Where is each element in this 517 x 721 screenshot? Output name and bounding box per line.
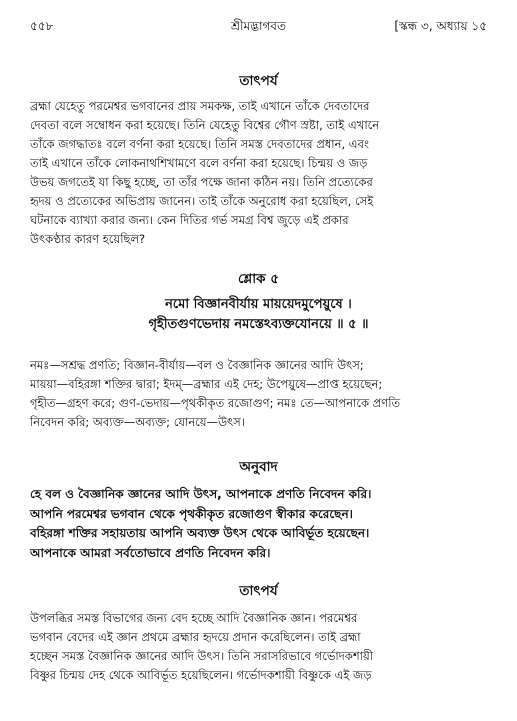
purport-heading: তাৎপর্য (239, 73, 278, 89)
text-line: তাই এখানে তাঁকে লোকনাথশিখামণে বলে বর্ণনা করা হয়েছে। চিন্ময় ও জড় (30, 156, 368, 170)
text-line: তাঁকে জগদ্ধাতঃ বলে বর্ণনা করা হয়েছে। তিনি সমস্ত দেবতাদের প্রধান, এবং (30, 137, 369, 151)
verse-text (30, 295, 487, 335)
text-line: গৃহীত—গ্রহণ করে; গুণ-ভেদায়—পৃথকীকৃত রজোগুণ; নমঃ তে—আপনাকে প্রণতি (30, 396, 401, 410)
text-line: ভগবান বেদের এই জ্ঞান প্রথমে ব্রহ্মার হৃদয়ে প্রদান করেছিলেন। তাই ব্রহ্মা (30, 630, 361, 644)
translation-section (30, 456, 487, 563)
page-header (30, 18, 487, 38)
text-line: নিবেদন করি; অব্যক্ত—অব্যক্ত; যোনয়ে—উৎস। (30, 415, 245, 429)
text-line: ব্রহ্মা যেহেতু পরমেশ্বর ভগবানের প্রায় সমকক্ষ, তাই এখানে তাঁকে দেবতাদের (30, 99, 370, 113)
text-line: ঘটনাকে ব্যাখ্যা করার জন্য। কেন দিতির গর্ভ সমগ্র বিশ্ব জুড়ে এই প্রকার (30, 213, 349, 227)
chapter-reference: [স্কন্ধ ৩, অধ্যায় ১৫ (394, 19, 487, 33)
text-line: দেবতা বলে সম্বোধন করা হয়েছে। তিনি যেহেতু বিশ্বের গৌণ স্রষ্টা, তাই এখানে (30, 118, 380, 132)
translation-heading: অনুবাদ (239, 459, 278, 475)
text-line: উপলব্ধির সমস্ত বিভাগের জন্য বেদ হচ্ছে আদি বৈজ্ঞানিক জ্ঞান। পরমেশ্বর (30, 611, 358, 625)
text-line: উভয় জগতেই যা কিছু হচ্ছে, তা তাঁর পক্ষে জানা কঠিন নয়। তিনি প্রত্যেকের (30, 175, 373, 189)
purport-section-1 (30, 70, 487, 249)
purport-paragraph (30, 609, 487, 685)
text-line: বহিরঙ্গা শক্তির সহায়তায় আপনি অব্যক্ত উৎস থেকে আবির্ভূত হয়েছেন। (30, 526, 370, 540)
text-line: হৃদয় ও প্রত্যেকের অভিপ্রায় জানেন। তাই তাঁকে অনুরোধ করা হয়েছিল, সেই (30, 194, 374, 208)
text-line: বিষ্ণুর চিন্ময় দেহ থেকে আবির্ভূত হয়েছিলেন। গর্ভোদকশায়ী বিষ্ণুকে এই জড় (30, 668, 372, 682)
text-line: উৎকণ্ঠার কারণ হয়েছিল? (30, 232, 146, 246)
translation-paragraph (30, 485, 487, 563)
synonyms-paragraph (30, 356, 487, 432)
text-line: নমঃ—সশ্রদ্ধ প্রণতি; বিজ্ঞান-বীর্যায়—বল ও বৈজ্ঞানিক জ্ঞানের আদি উৎস; (30, 358, 364, 372)
purport-heading: তাৎপর্য (239, 583, 278, 599)
text-line: আপনাকে আমরা সর্বতোভাবে প্রণতি নিবেদন করি। (30, 545, 271, 560)
synonyms-section (30, 356, 487, 432)
purport-paragraph (30, 97, 487, 249)
text-line: হে বল ও বৈজ্ঞানিক জ্ঞানের আদি উৎস, আপনাকে প্রণতি নিবেদন করি। (30, 487, 372, 501)
book-title: শ্রীমদ্ভাগবত (230, 19, 286, 33)
text-line: মায়য়া—বহিরঙ্গা শক্তির দ্বারা; ইদম্—ব্রহ্মার এই দেহ; উপেয়ুষে—প্রাপ্ত হয়েছেন; (30, 377, 383, 391)
verse-section (30, 268, 487, 335)
text-line: আপনি পরমেশ্বর ভগবান থেকে পৃথকীকৃত রজোগুণ স্বীকার করেছেন। (30, 506, 353, 521)
purport-section-2 (30, 580, 487, 685)
verse-line: নমো বিজ্ঞানবীর্যায় মায়য়েদমুপেয়ুষে । (165, 297, 352, 312)
verse-heading: শ্লোক ৫ (237, 271, 280, 287)
verse-line: গৃহীতগুণভেদায় নমস্তেঽব্যক্তযোনয়ে ॥ ৫ ॥ (148, 317, 369, 332)
page-number: ৫৫৮ (30, 19, 54, 33)
text-line: হচ্ছেন সমস্ত বৈজ্ঞানিক জ্ঞানের আদি উৎস। তিনি সরাসরিভাবে গর্ভোদকশায়ী (30, 649, 374, 663)
